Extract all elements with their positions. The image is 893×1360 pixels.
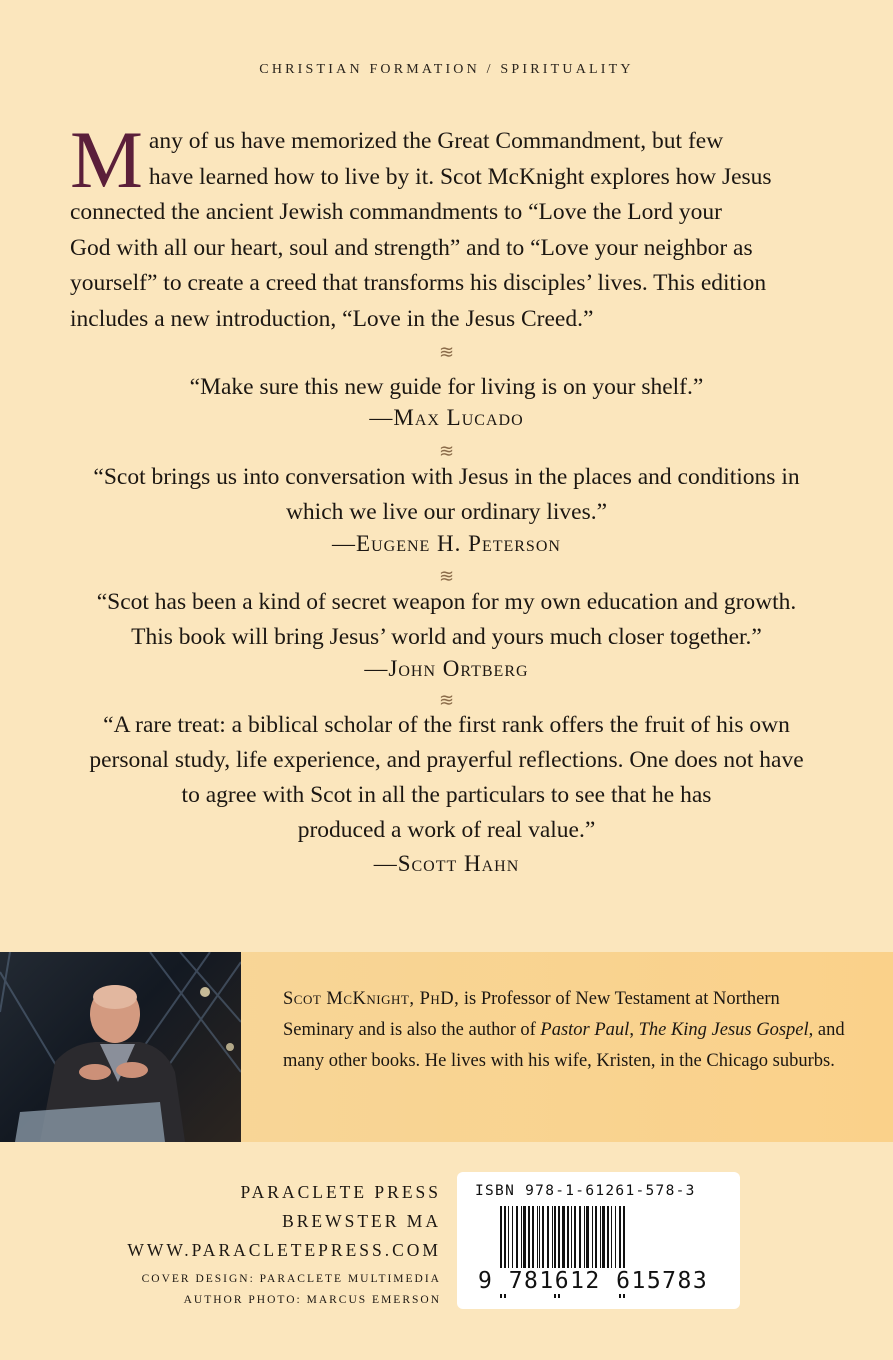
intro-line: includes a new introduction, “Love in the Jesus Creed.” — [70, 305, 594, 332]
endorsement-author: —Scott Hahn — [373, 851, 520, 876]
ean-number: 9 781612 615783 — [478, 1268, 709, 1294]
drop-cap: M — [70, 114, 143, 205]
publisher-website[interactable]: WWW.PARACLETEPRESS.COM — [127, 1240, 441, 1260]
endorsement-author: —Max Lucado — [369, 405, 524, 430]
intro-line: God with all our heart, soul and strength” and to “Love your neighbor as — [70, 234, 753, 261]
endorsement-quote: “A rare treat: a biblical scholar of the first rank offers the fruit of his own personal study, life experience, and prayerful reflections. One does not have to agree with Scot in all the particulars to see that he has produced a work of real value.” — [89, 712, 804, 843]
category-label: CHRISTIAN FORMATION / SPIRITUALITY — [259, 62, 634, 77]
wave-ornament-icon: ≋ — [438, 342, 455, 363]
endorsement-quote: “Make sure this new guide for living is on your shelf.” — [189, 374, 704, 400]
publisher-location: BREWSTER MA — [282, 1211, 441, 1231]
author-photo — [0, 952, 241, 1142]
wave-ornament-icon: ≋ — [438, 690, 455, 711]
endorsement-quote: “Scot has been a kind of secret weapon for my own education and growth. This book will bring Jesus’ world and yours much closer together.” — [96, 589, 797, 650]
isbn-label: ISBN 978-1-61261-578-3 — [475, 1183, 696, 1199]
endorsement-quote: “Scot brings us into conversation with Jesus in the places and conditions in which we live our ordinary lives.” — [93, 464, 800, 525]
author-photo-credit: AUTHOR PHOTO: MARCUS EMERSON — [183, 1294, 441, 1306]
endorsement-author: —John Ortberg — [364, 656, 529, 681]
intro-line: yourself” to create a creed that transforms his disciples’ lives. This edition — [70, 270, 767, 296]
wave-ornament-icon: ≋ — [438, 566, 455, 587]
intro-line: any of us have memorized the Great Commandment, but few — [148, 128, 724, 154]
intro-paragraph — [70, 114, 810, 337]
endorsement-author: —Eugene H. Peterson — [332, 531, 561, 556]
intro-line: connected the ancient Jewish commandments to “Love the Lord your — [70, 199, 722, 225]
publisher-name: PARACLETE PRESS — [240, 1182, 441, 1202]
cover-design-credit: COVER DESIGN: PARACLETE MULTIMEDIA — [141, 1273, 441, 1285]
wave-ornament-icon: ≋ — [438, 441, 455, 462]
author-bio: Scot McKnight, PhD, is Professor of New Testament at Northern Seminary and is also the author of Pastor Paul, The King Jesus Gospel, and many other books. He lives with his wife, Kristen, in the Chicago suburbs. — [283, 989, 845, 1071]
intro-line: have learned how to live by it. Scot McKnight explores how Jesus — [148, 163, 772, 190]
